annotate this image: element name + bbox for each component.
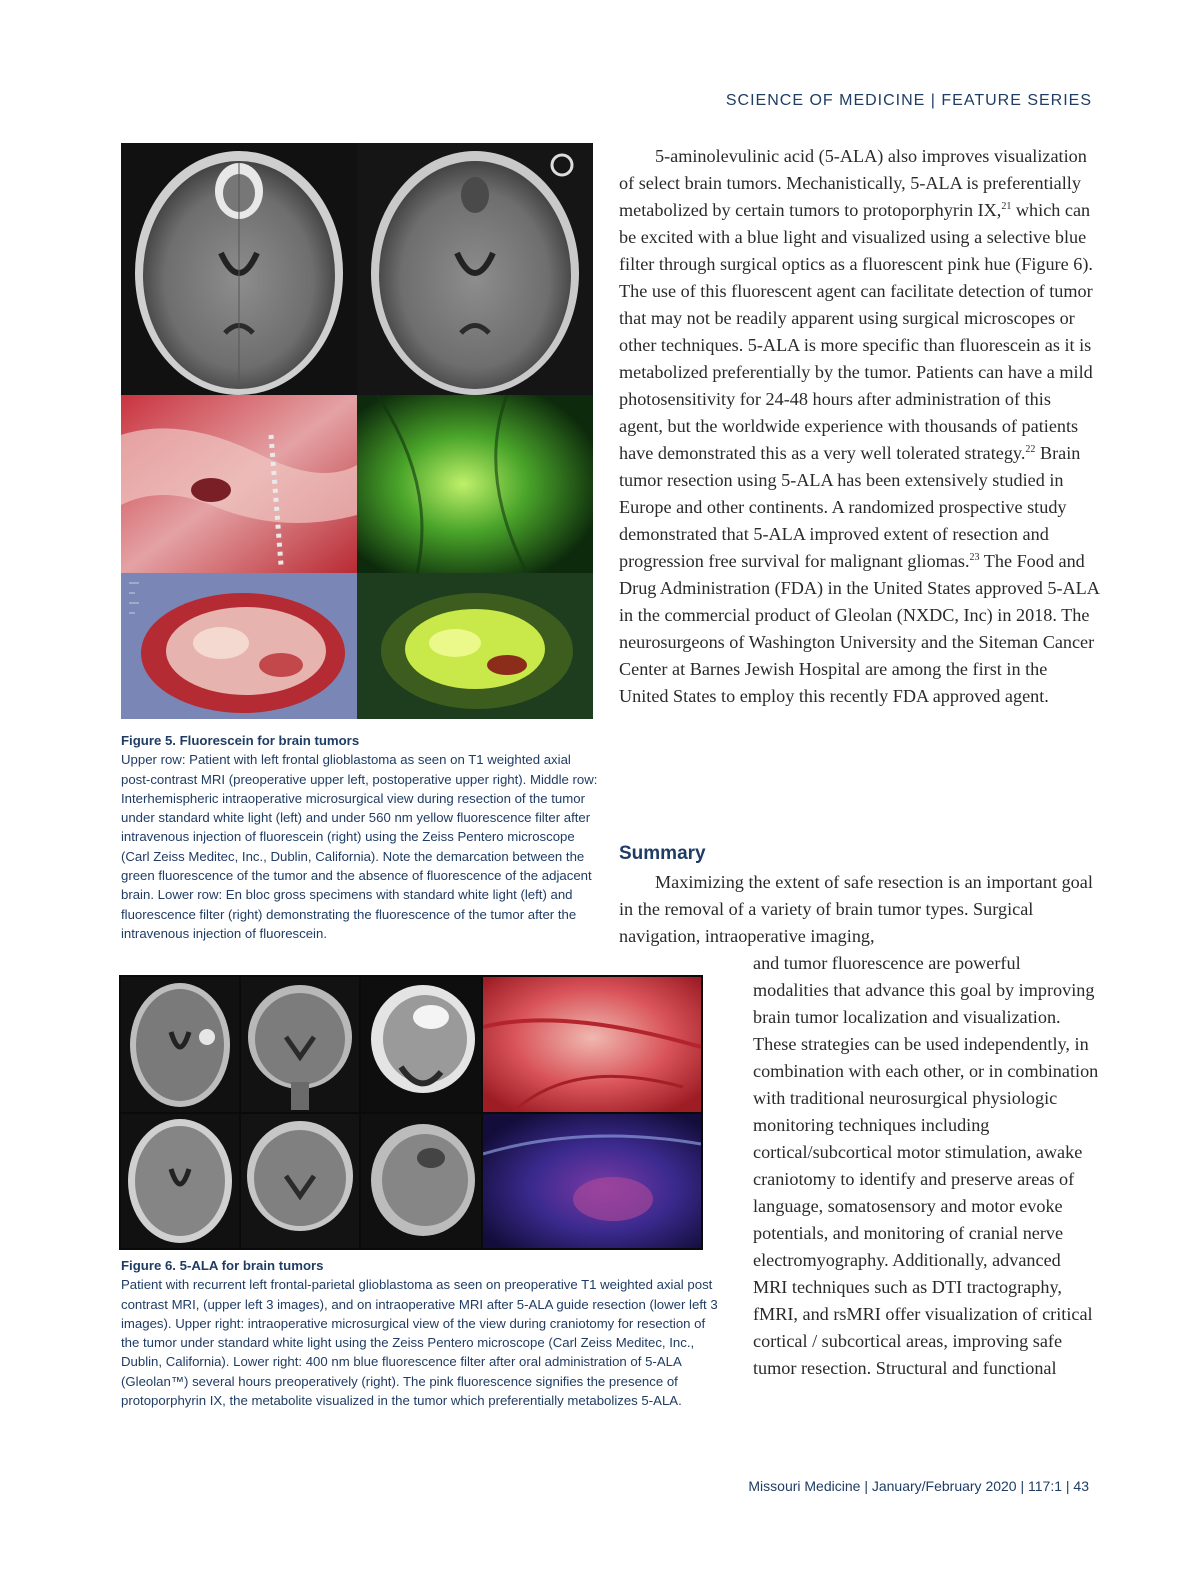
- figure-5-caption: [121, 731, 601, 943]
- summary-paragraph-continued: [753, 950, 1099, 1382]
- summary-paragraph-start: [619, 869, 1099, 950]
- white-light-craniotomy-image: [483, 977, 701, 1112]
- mri-preoperative-image: [121, 143, 357, 395]
- figure-6-caption-text: Patient with recurrent left frontal-parietal glioblastoma as seen on preoperative T1 weighted axial post contrast MRI, (upper left 3 images), and on intraoperative MRI after 5-ALA guide resection (lower left 3 images). Upper right: intraoperative microsurgical view of the view during craniotomy for resection of the tumor under standard white light using the Zeiss Pentero microscope (Carl Zeiss Meditec, Inc., Dublin, California). Lower right: 400 nm blue fluorescence filter after oral administration of 5-ALA (Gleolan™) several hours preoperatively (right). The pink fluorescence signifies the presence of protoporphyrin IX, the metabolite visualized in the tumor which preferentially metabolizes 5-ALA.: [121, 1277, 718, 1409]
- paragraph-text: which can be excited with a blue light and visualized using a selective blue filter through surgical optics as a fluorescent pink hue (Figure 6). The use of this fluorescent agent can facilitate detection of tumor that may not be readily apparent using surgical microscopes or other techniques. 5-ALA is more specific than fluorescein as it is metabolized preferentially by the tumor. Patients can have a mild photosensitivity for 24-48 hours after administration of this agent, but the worldwide experience with thousands of patients have demonstrated this as a very well tolerated strategy.: [619, 200, 1093, 463]
- mri-axial-preop-image: [121, 977, 239, 1112]
- mri-sagittal-intraop-image: [361, 1114, 481, 1248]
- mri-sagittal-preop-image: [361, 977, 481, 1112]
- paragraph-text: 5-aminolevulinic acid (5-ALA) also improves visualization of select brain tumors. Mechanistically, 5-ALA is preferentially metabolized by certain tumors to protoporphyrin IX,: [619, 146, 1087, 220]
- white-light-surgery-image: [121, 395, 357, 573]
- gross-specimen-white-light-image: [121, 573, 357, 719]
- mri-postoperative-image: [357, 143, 593, 395]
- reference-superscript: 22: [1025, 443, 1036, 455]
- figure-5-caption-text: Upper row: Patient with left frontal glioblastoma as seen on T1 weighted axial post-contrast MRI (preoperative upper left, postoperative upper right). Middle row: Interhemispheric intraoperative microsurgical view during resection of the tumor under standard white light (left) and under 560 nm yellow fluorescence filter after intravenous injection of fluorescein (right) using the Zeiss Pentero microscope (Carl Zeiss Meditec, Inc., Dublin, California). Note the demarcation between the green fluorescence of the tumor and the absence of fluorescence of the adjacent brain. Lower row: En bloc gross specimens with standard white light (left) and fluorescence filter (right) demonstrating the fluorescence of the tumor after the intravenous injection of fluorescein.: [121, 752, 598, 941]
- mri-axial-intraop-image: [121, 1114, 239, 1248]
- summary-text-a: Maximizing the extent of safe resection is an important goal in the removal of a variety of brain tumor types. Surgical navigation, intraoperative imaging,: [619, 872, 1093, 946]
- page-footer: Missouri Medicine | January/February 2020 | 117:1 | 43: [748, 1478, 1089, 1494]
- mri-coronal-intraop-image: [241, 1114, 359, 1248]
- reference-superscript: 21: [1001, 200, 1012, 212]
- gross-specimen-fluorescence-image: [357, 573, 593, 719]
- blue-filter-fluorescence-image: [483, 1114, 701, 1248]
- figure-5-image: [121, 143, 593, 719]
- paragraph-text: Brain tumor resection using 5-ALA has been extensively studied in Europe and other continents. A randomized prospective study demonstrated that 5-ALA improved extent of resection and progression free survival for malignant gliomas.: [619, 443, 1081, 571]
- paragraph-text: The Food and Drug Administration (FDA) in the United States approved 5-ALA in the commercial product of Gleolan (NXDC, Inc) in 2018. The neurosurgeons of Washington University and the Siteman Cancer Center at Barnes Jewish Hospital are among the first in the United States to employ this recently FDA approved agent.: [619, 551, 1099, 706]
- figure-6-caption: [121, 1256, 721, 1410]
- figure-6-image: [119, 975, 703, 1250]
- mri-coronal-preop-image: [241, 977, 359, 1112]
- reference-superscript: 23: [969, 551, 980, 563]
- summary-text-b: and tumor fluorescence are powerful modalities that advance this goal by improving brain tumor localization and visualization. These strategies can be used independently, in combination with each other, or in combination with traditional neurosurgical physiologic monitoring techniques including cortical/subcortical motor stimulation, awake craniotomy to identify and preserve areas of language, somatosensory and motor evoke potentials, and monitoring of cranial nerve electromyography. Additionally, advanced MRI techniques such as DTI tractography, fMRI, and rsMRI offer visualization of critical cortical / subcortical areas, improving safe tumor resection. Structural and functional: [753, 953, 1099, 1378]
- figure-5-title: Figure 5. Fluorescein for brain tumors: [121, 733, 360, 748]
- body-paragraph-5ala: [619, 143, 1099, 710]
- figure-6-title: Figure 6. 5-ALA for brain tumors: [121, 1258, 324, 1273]
- running-header: SCIENCE OF MEDICINE | FEATURE SERIES: [725, 92, 1092, 109]
- summary-heading: Summary: [619, 843, 706, 864]
- fluorescein-surgery-image: [357, 395, 593, 573]
